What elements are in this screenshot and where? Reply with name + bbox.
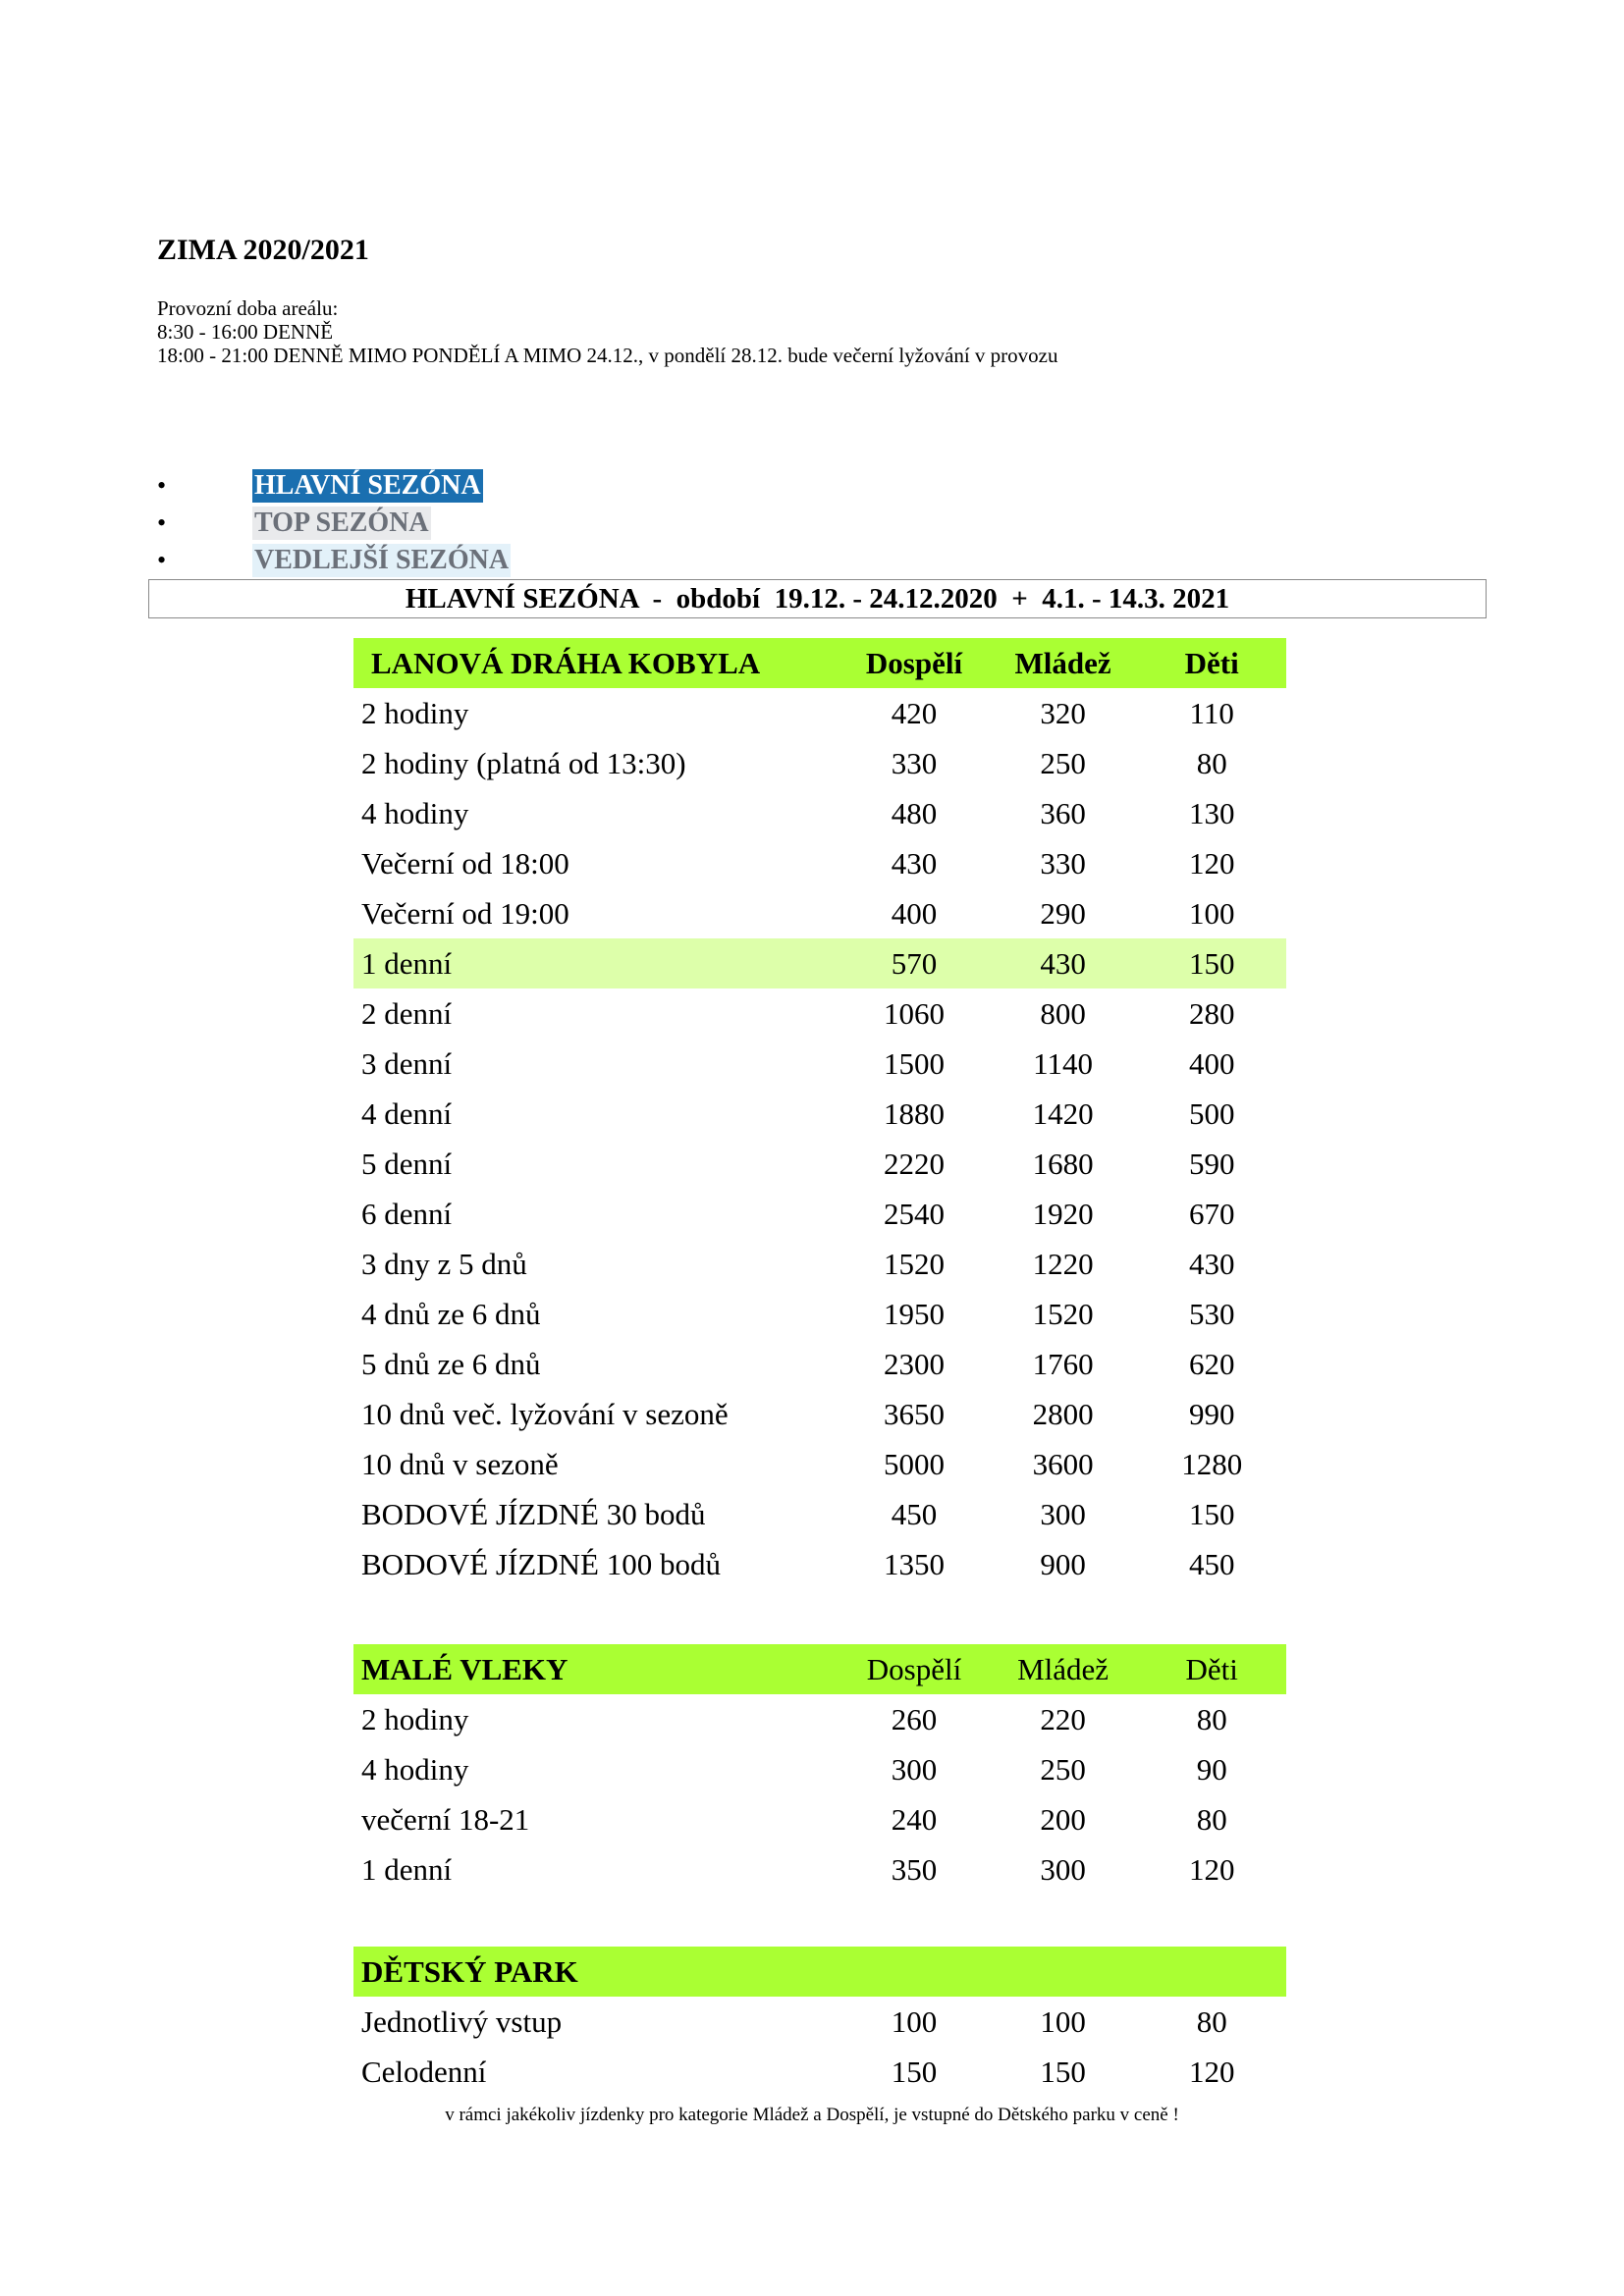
item-name: Večerní od 18:00 xyxy=(361,845,569,881)
price-child: 90 xyxy=(1196,1751,1227,1787)
legend-label: HLAVNÍ SEZÓNA xyxy=(254,470,481,501)
price-adult: 330 xyxy=(891,745,938,780)
price-youth: 800 xyxy=(1040,995,1086,1031)
price-child: 1280 xyxy=(1181,1446,1243,1481)
price-youth: 430 xyxy=(989,938,1138,988)
item-name: 1 denní xyxy=(361,1851,453,1887)
bullet-icon: • xyxy=(157,508,167,537)
item-name: BODOVÉ JÍZDNÉ 100 bodů xyxy=(361,1546,721,1581)
price-child: 450 xyxy=(1188,1546,1235,1581)
column-header xyxy=(1137,1947,1286,1997)
price-child: 620 xyxy=(1188,1346,1235,1381)
price-adult: 100 xyxy=(891,2003,938,2039)
hours-evening: 18:00 - 21:00 DENNĚ MIMO PONDĚLÍ A MIMO 24.12., v pondělí 28.12. bude večerní lyžování v provozu xyxy=(157,344,1058,367)
table-row xyxy=(353,938,1286,988)
price-child: 120 xyxy=(1188,1851,1235,1887)
table-row xyxy=(353,1289,1286,1339)
table-row xyxy=(353,1389,1286,1439)
price-adult: 420 xyxy=(891,695,938,730)
item-name: 4 hodiny xyxy=(361,1751,469,1787)
table-row xyxy=(353,1997,1286,2047)
price-adult: 570 xyxy=(839,938,989,988)
table-row xyxy=(353,1844,1286,1895)
page-title: ZIMA 2020/2021 xyxy=(157,234,369,266)
price-adult: 350 xyxy=(891,1851,938,1887)
section-title: LANOVÁ DRÁHA KOBYLA xyxy=(353,638,839,688)
price-youth: 1760 xyxy=(1032,1346,1094,1381)
table-row xyxy=(353,1089,1286,1139)
item-name: Večerní od 19:00 xyxy=(361,895,569,931)
table-row xyxy=(353,988,1286,1039)
price-youth: 1420 xyxy=(1032,1095,1094,1131)
price-adult: 2300 xyxy=(884,1346,945,1381)
legend-label: TOP SEZÓNA xyxy=(254,507,429,538)
item-name: 10 dnů v sezoně xyxy=(361,1446,559,1481)
price-child: 120 xyxy=(1188,845,1235,881)
price-child: 150 xyxy=(1137,938,1286,988)
price-youth: 2800 xyxy=(1032,1396,1094,1431)
price-youth: 360 xyxy=(1040,795,1086,830)
price-youth: 900 xyxy=(1040,1546,1086,1581)
price-youth: 320 xyxy=(1040,695,1086,730)
item-name: 2 denní xyxy=(361,995,453,1031)
table-row xyxy=(353,1744,1286,1794)
price-child: 80 xyxy=(1196,2003,1227,2039)
price-adult: 300 xyxy=(891,1751,938,1787)
price-youth: 1680 xyxy=(1032,1146,1094,1181)
price-adult: 450 xyxy=(891,1496,938,1531)
price-table-cable-car xyxy=(353,638,1286,1589)
item-name: 4 hodiny xyxy=(361,795,469,830)
table-row xyxy=(353,738,1286,788)
column-header xyxy=(989,1947,1138,1997)
price-table-kids-park xyxy=(353,1947,1286,2097)
price-child: 100 xyxy=(1188,895,1235,931)
price-child: 280 xyxy=(1188,995,1235,1031)
table-row xyxy=(353,1339,1286,1389)
price-youth: 1140 xyxy=(1033,1045,1094,1081)
price-child: 80 xyxy=(1196,1801,1227,1837)
price-table-small-lifts xyxy=(353,1644,1286,1895)
column-header: Děti xyxy=(1137,638,1286,688)
table-row xyxy=(353,1039,1286,1089)
bullet-icon: • xyxy=(157,546,167,574)
item-name: 2 hodiny xyxy=(361,695,469,730)
price-adult: 150 xyxy=(891,2054,938,2089)
column-header: Děti xyxy=(1137,1644,1286,1694)
legend-label: VEDLEJŠÍ SEZÓNA xyxy=(254,545,510,575)
price-youth: 290 xyxy=(1040,895,1086,931)
price-adult: 260 xyxy=(891,1701,938,1736)
item-name: 4 dnů ze 6 dnů xyxy=(361,1296,541,1331)
item-name: 3 dny z 5 dnů xyxy=(361,1246,527,1281)
price-adult: 5000 xyxy=(884,1446,945,1481)
item-name: Celodenní xyxy=(361,2054,487,2089)
table-row xyxy=(353,1239,1286,1289)
item-name: 5 dnů ze 6 dnů xyxy=(361,1346,541,1381)
table-row xyxy=(353,1189,1286,1239)
item-name: BODOVÉ JÍZDNÉ 30 bodů xyxy=(361,1496,706,1531)
section-title: MALÉ VLEKY xyxy=(353,1644,839,1694)
price-adult: 1880 xyxy=(884,1095,945,1131)
season-period-heading: HLAVNÍ SEZÓNA - období 19.12. - 24.12.2020 + 4.1. - 14.3. 2021 xyxy=(148,579,1487,618)
column-header: Dospělí xyxy=(839,638,989,688)
column-header xyxy=(839,1947,989,1997)
price-adult: 1350 xyxy=(884,1546,945,1581)
column-header: Mládež xyxy=(989,638,1138,688)
table-row xyxy=(353,888,1286,938)
table-header-row xyxy=(353,1644,1286,1694)
price-youth: 1520 xyxy=(1032,1296,1094,1331)
price-adult: 240 xyxy=(891,1801,938,1837)
hours-day: 8:30 - 16:00 DENNĚ xyxy=(157,320,334,344)
price-adult: 480 xyxy=(891,795,938,830)
price-child: 530 xyxy=(1188,1296,1235,1331)
operating-hours xyxy=(157,296,1057,367)
item-name: 2 hodiny xyxy=(361,1701,469,1736)
price-youth: 3600 xyxy=(1032,1446,1094,1481)
price-child: 590 xyxy=(1188,1146,1235,1181)
price-youth: 330 xyxy=(1040,845,1086,881)
price-child: 80 xyxy=(1196,1701,1227,1736)
item-name: 5 denní xyxy=(361,1146,453,1181)
item-name: Jednotlivý vstup xyxy=(361,2003,563,2039)
table-row xyxy=(353,1794,1286,1844)
item-name: 10 dnů več. lyžování v sezoně xyxy=(361,1396,729,1431)
price-youth: 250 xyxy=(1040,745,1086,780)
price-child: 80 xyxy=(1196,745,1227,780)
column-header: Mládež xyxy=(989,1644,1138,1694)
footnote: v rámci jakékoliv jízdenky pro kategorie Mládež a Dospělí, je vstupné do Dětského parku v ceně ! xyxy=(445,2105,1179,2125)
price-adult: 1500 xyxy=(884,1045,945,1081)
table-row xyxy=(353,688,1286,738)
hours-heading: Provozní doba areálu: xyxy=(157,296,339,320)
price-youth: 150 xyxy=(1040,2054,1086,2089)
price-youth: 300 xyxy=(1040,1496,1086,1531)
table-row xyxy=(353,1539,1286,1589)
bullet-icon: • xyxy=(157,471,167,500)
price-child: 150 xyxy=(1188,1496,1235,1531)
price-adult: 1520 xyxy=(884,1246,945,1281)
price-child: 120 xyxy=(1188,2054,1235,2089)
price-adult: 1950 xyxy=(884,1296,945,1331)
price-adult: 430 xyxy=(891,845,938,881)
item-name: 2 hodiny (platná od 13:30) xyxy=(361,745,686,780)
table-row xyxy=(353,1489,1286,1539)
table-row xyxy=(353,788,1286,838)
table-row xyxy=(353,1139,1286,1189)
table-header-row xyxy=(353,1947,1286,1997)
table-row xyxy=(353,2047,1286,2097)
column-header: Dospělí xyxy=(839,1644,989,1694)
price-adult: 2220 xyxy=(884,1146,945,1181)
price-youth: 100 xyxy=(1040,2003,1086,2039)
item-name: 1 denní xyxy=(353,938,839,988)
price-child: 130 xyxy=(1188,795,1235,830)
price-child: 400 xyxy=(1188,1045,1235,1081)
price-child: 430 xyxy=(1188,1246,1235,1281)
table-row xyxy=(353,1694,1286,1744)
price-child: 110 xyxy=(1189,695,1234,730)
table-row xyxy=(353,838,1286,888)
table-header-row xyxy=(353,638,1286,688)
item-name: 4 denní xyxy=(361,1095,453,1131)
price-youth: 200 xyxy=(1040,1801,1086,1837)
item-name: 3 denní xyxy=(361,1045,453,1081)
price-child: 500 xyxy=(1188,1095,1235,1131)
price-adult: 2540 xyxy=(884,1196,945,1231)
price-child: 670 xyxy=(1188,1196,1235,1231)
item-name: 6 denní xyxy=(361,1196,453,1231)
price-adult: 3650 xyxy=(884,1396,945,1431)
section-title: DĚTSKÝ PARK xyxy=(353,1947,839,1997)
price-youth: 220 xyxy=(1040,1701,1086,1736)
price-youth: 300 xyxy=(1040,1851,1086,1887)
price-adult: 400 xyxy=(891,895,938,931)
price-youth: 1920 xyxy=(1032,1196,1094,1231)
table-row xyxy=(353,1439,1286,1489)
price-youth: 1220 xyxy=(1032,1246,1094,1281)
item-name: večerní 18-21 xyxy=(361,1801,530,1837)
price-child: 990 xyxy=(1188,1396,1235,1431)
price-adult: 1060 xyxy=(884,995,945,1031)
price-youth: 250 xyxy=(1040,1751,1086,1787)
